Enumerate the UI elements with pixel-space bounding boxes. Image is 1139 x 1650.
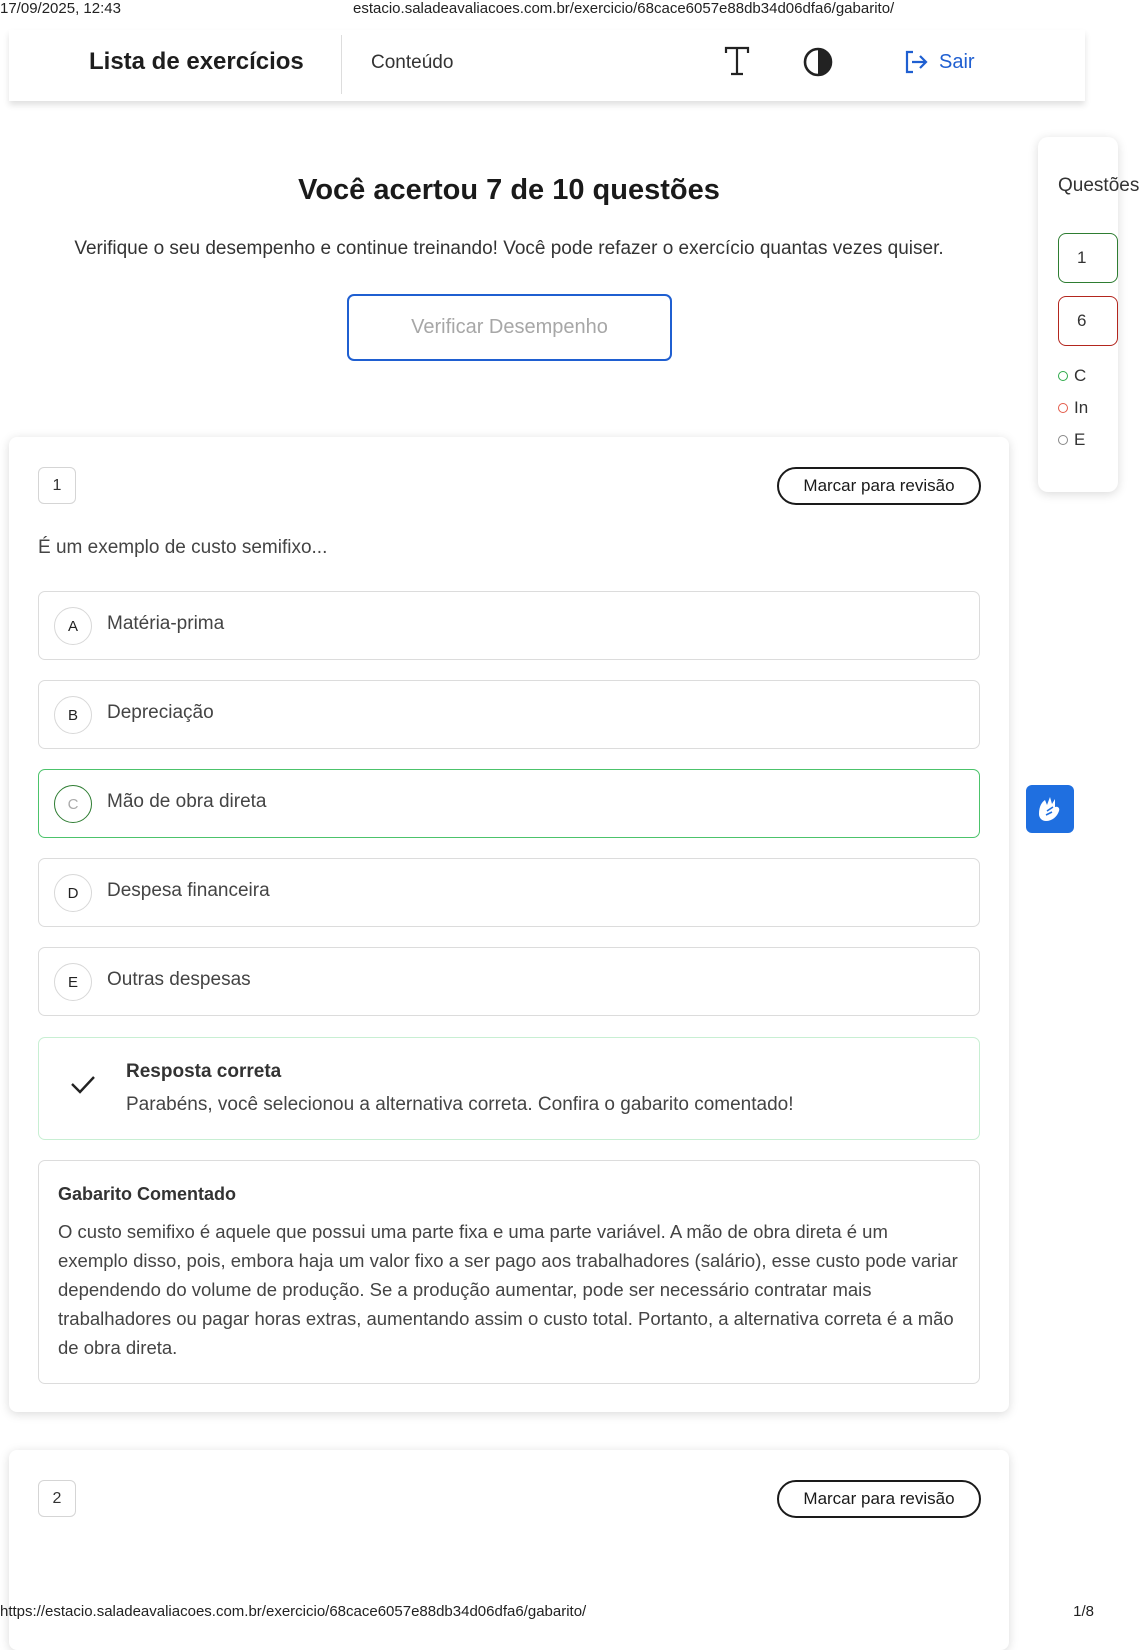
legend-incorrect — [1058, 398, 1088, 418]
commented-answer — [38, 1160, 980, 1384]
commented-answer-title: Gabarito Comentado — [58, 1184, 237, 1204]
logout-label: Sair — [939, 50, 975, 73]
question-nav-number: 1 — [1077, 248, 1087, 267]
logout-icon — [903, 49, 929, 75]
mark-for-review-button[interactable]: Marcar para revisão — [777, 467, 981, 505]
score-title: Você acertou 7 de 10 questões — [298, 174, 720, 206]
question-nav-number: 6 — [1077, 311, 1087, 330]
question-card — [9, 437, 1009, 1412]
question-number: 1 — [38, 467, 76, 504]
check-icon — [69, 1070, 97, 1098]
side-panel-title: Questões — [1058, 175, 1139, 196]
question-nav-correct[interactable] — [1058, 233, 1118, 283]
option-a[interactable] — [38, 591, 980, 660]
question-number: 2 — [38, 1480, 76, 1517]
option-letter: A — [54, 607, 92, 645]
print-page-number: 1/8 — [1073, 1603, 1094, 1620]
print-header — [0, 0, 1094, 18]
print-datetime: 17/09/2025, 12:43 — [0, 0, 121, 17]
option-text: Mão de obra direta — [107, 791, 267, 812]
mark-for-review-button[interactable]: Marcar para revisão — [777, 1480, 981, 1518]
option-d[interactable] — [38, 858, 980, 927]
legend-label: C — [1074, 366, 1087, 385]
verify-performance-button[interactable]: Verificar Desempenho — [347, 294, 672, 361]
questions-side-panel — [1038, 137, 1139, 492]
option-text: Despesa financeira — [107, 880, 270, 901]
option-e[interactable] — [38, 947, 980, 1016]
contrast-icon[interactable] — [802, 46, 834, 78]
option-letter: D — [54, 874, 92, 912]
content-link[interactable]: Conteúdo — [371, 52, 454, 73]
sign-language-button[interactable] — [1026, 785, 1074, 833]
question-text: É um exemplo de custo semifixo... — [38, 537, 328, 558]
option-b[interactable] — [38, 680, 980, 749]
header-divider — [341, 35, 342, 94]
option-text: Depreciação — [107, 702, 214, 723]
legend-label: In — [1074, 398, 1089, 417]
legend-label: E — [1074, 430, 1086, 449]
top-header — [9, 30, 1085, 101]
option-c-correct[interactable] — [38, 769, 980, 838]
commented-answer-text: O custo semifixo é aquele que possui uma parte fixa e uma parte variável. A mão de obra direta é um exemplo disso, pois, embora haja um valor fixo a ser pago aos trabalhadores (salário), esse custo pode variar dependendo do volume de produção. Se a produção aumentar, pode ser necessário contratar mais trabalhadores ou pagar horas extras, aumentando assim o custo total. Portanto, a alternativa correta é a mão de obra direta. — [58, 1221, 958, 1358]
option-letter: E — [54, 963, 92, 1001]
text-size-icon[interactable] — [721, 44, 753, 78]
sign-language-icon — [1033, 792, 1067, 826]
page-title: Lista de exercícios — [89, 48, 304, 75]
feedback-text: Parabéns, você selecionou a alternativa correta. Confira o gabarito comentado! — [126, 1094, 794, 1115]
legend-dot — [1058, 403, 1068, 413]
print-url: estacio.saladeavaliacoes.com.br/exercicio/68cace6057e88db34d06dfa6/gabarito/ — [353, 0, 895, 17]
legend-dot — [1058, 371, 1068, 381]
feedback-title: Resposta correta — [126, 1061, 282, 1082]
print-footer — [0, 1603, 1094, 1623]
score-subtitle: Verifique o seu desempenho e continue treinando! Você pode refazer o exercício quantas vezes quiser. — [74, 238, 944, 259]
question-nav-incorrect[interactable] — [1058, 296, 1118, 346]
print-footer-url: https://estacio.saladeavaliacoes.com.br/exercicio/68cace6057e88db34d06dfa6/gabarito/ — [0, 1603, 587, 1620]
logout-button[interactable] — [903, 47, 975, 77]
option-letter: B — [54, 696, 92, 734]
legend-other — [1058, 430, 1085, 450]
option-text: Outras despesas — [107, 969, 251, 990]
option-text: Matéria-prima — [107, 613, 225, 634]
correct-answer-feedback — [38, 1037, 980, 1140]
legend-correct — [1058, 366, 1086, 386]
legend-dot — [1058, 435, 1068, 445]
option-letter: C — [54, 785, 92, 823]
